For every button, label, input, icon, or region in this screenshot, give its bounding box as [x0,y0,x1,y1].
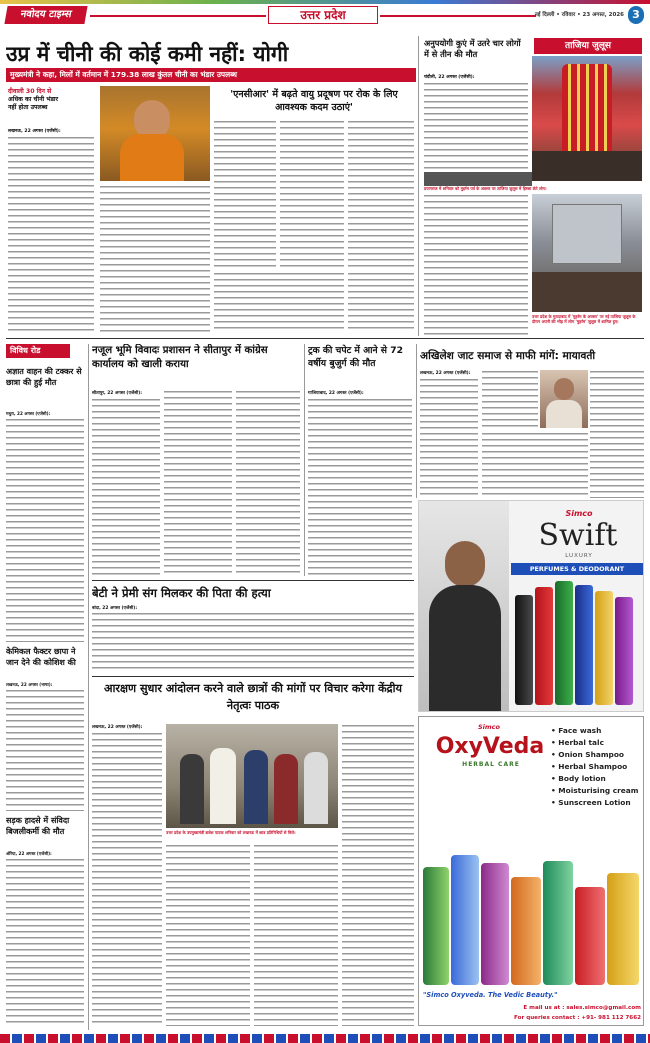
pathak-headline: आरक्षण सुधार आंदोलन करने वाले छात्रों की मांगों पर विचार करेगा केंद्रीय नेतृत्वः पाठक [103,682,403,712]
swift-ad [418,500,644,712]
mayawati-body-col1 [420,378,478,498]
lead-body-col3 [214,272,344,332]
nazul-body-col2 [164,390,232,576]
lead-body-col1 [8,136,94,332]
swift-brand: Swift [538,518,618,553]
vividh-headline-2: केमिकल फैक्टर छापा ने जान देने की कोशिश की [6,647,76,667]
tazia-caption-2: उत्तर प्रदेश के मुरादाबाद में 'मुहर्रम के अवसर' पर नई ताजिया जुलूस के दौरान अपनी की भीड़ में लोग 'मुहर्रम' जुलूस में शामिल हुए। [532,314,636,325]
vividh-label: विविध रोड [6,344,70,358]
oxy-product: • Herbal talc [551,738,604,747]
yogi-photo [100,86,210,181]
pathak-body-col2 [166,844,250,1026]
paper-name: नवोदय टाइम्स [4,6,87,24]
lead-pull-points [8,88,96,128]
nazul-body-col3 [236,390,300,576]
oxy-product: • Moisturising cream [551,786,639,795]
beti-headline: बेटी ने प्रेमी संग मिलकर की पिता की हत्या [92,586,271,600]
lead-body-col2 [100,185,210,332]
ncr-body-col1 [214,120,276,268]
truck-divider [304,344,305,576]
swift-bottles [515,581,641,705]
pull-point: अधिक का चीनी भंडार [8,96,59,103]
swift-tag: LUXURY [565,553,593,559]
truck-dateline: गाजियाबाद, 22 अगस्त (एजेंसी): [308,391,364,396]
truck-headline: ट्रक की चपेट में आने से 72 वर्षीय बुजुर्ग की मौत [308,345,403,369]
page-top-band [0,0,650,4]
mayawati-divider [416,344,417,498]
lead-headline: उप्र में चीनी की कोई कमी नहीं: योगी [6,42,289,66]
page-number: 3 [628,6,644,24]
truck-body [308,398,412,576]
pathak-rule [92,676,414,677]
beti-body [92,612,414,672]
beti-dateline: बांदा, 22 अगस्त (एजेंसी): [92,606,138,611]
nazul-headline: नजूल भूमि विवादः प्रशासन ने सीतापुर में कांग्रेस कार्यालय को खाली कराया [92,345,268,370]
vividh-headline-1: अज्ञात वाहन की टक्कर से छात्रा की हुई मौत [6,367,82,387]
vividh-body-3 [6,858,84,1026]
nazul-dateline: सीतापुर, 22 अगस्त (एजेंसी): [92,391,142,396]
tazia-photo-1 [532,56,642,181]
oxy-product: • Herbal Shampoo [551,762,628,771]
oxy-product: • Onion Shampoo [551,750,625,759]
right-divider [418,36,419,336]
masthead [6,6,644,26]
mayawati-dateline: लखनऊ, 22 अगस्त (एजेंसी): [420,371,471,376]
vividh-dateline-1: मथुरा, 22 अगस्त (एजेंसी): [6,411,51,416]
pull-point: नहीं होता उपलब्ध [8,104,48,111]
masthead-rule-left [90,15,266,17]
oxy-product-list [551,725,643,845]
tazia-photo-3 [532,194,642,312]
ncr-body-col2 [280,120,344,268]
vividh-headline-3: सड़क हादसे में संविदा बिजलीकर्मी की मौत [6,816,70,836]
tazia-photo-2 [424,172,532,186]
oxy-product-bottles [423,847,641,985]
nazul-body-col1 [92,398,160,576]
oxy-brand: OxyVeda [435,734,545,759]
well-body-3 [424,314,528,336]
swift-brand-top: Simco [565,509,593,518]
pull-point: दीवाली 30 दिन से [8,88,52,95]
dateline: नई दिल्ली • रविवार • 23 अगस्त, 2026 [534,12,624,18]
pathak-body-col1 [92,732,162,1026]
oxy-email: E mail us at : sales.simco@gmail.com [523,1005,641,1011]
oxy-contact: For queries contact : +91- 981 112 7662 [514,1015,641,1021]
tazia-caption-1: प्रयागराज में शनिवार को मुहर्रम पर्व के अवसर पर ताजिया जुलूस में हिस्सा लेते लोग। [424,186,547,191]
ncr-body-col3 [348,120,414,268]
section-title: उत्तर प्रदेश [268,6,378,24]
section-rule [6,338,644,339]
well-dateline: चंदौली, 22 अगस्त (एजेंसी): [424,75,475,80]
pathak-caption: उत्तर प्रदेश के उपमुख्यमंत्री ब्रजेश पाठक शनिवार को लखनऊ में छात्र प्रतिनिधियों से मिले। [166,830,296,835]
lead-subhead: मुख्यमंत्री ने कहा, मिलों में वर्तमान में 179.38 लाख कुंतल चीनी का भंडार उपलब्ध [6,68,416,82]
mayawati-body-col3 [590,370,644,498]
swift-model [419,501,509,712]
mayawati-body-col2 [482,370,538,430]
oxy-product: • Body lotion [551,774,606,783]
lead-body-col4 [348,272,414,332]
pathak-dateline: लखनऊ, 22 अगस्त (एजेंसी): [92,725,143,730]
mayawati-photo [540,370,588,428]
vividh-dateline-2: लखनऊ, 22 अगस्त (भाषा): [6,682,53,687]
tazia-label: ताजिया जुलूस [534,38,642,54]
pathak-photo [166,724,338,828]
oxy-product: • Sunscreen Lotion [551,798,631,807]
vividh-dateline-3: औरैया, 22 अगस्त (एजेंसी): [6,851,52,856]
well-headline: अनुपयोगी कुएं में उतरे चार लोगों में से तीन की मौत [424,38,521,59]
oxy-sub: HERBAL CARE [462,761,520,768]
well-body-2 [424,194,528,312]
pathak-body-col3 [254,844,338,1026]
well-body [424,82,528,170]
mayawati-body-col2b [482,432,588,498]
pathak-body-col4 [342,724,414,1026]
lead-dateline: लखनऊ, 22 अगस्त (एजेंसी): [8,129,61,134]
vividh-body-1 [6,418,84,642]
page-bottom-band [0,1034,650,1043]
left-col-divider [88,344,89,1030]
swift-line: PERFUMES & DEODORANT [511,563,643,575]
beti-rule [92,580,414,581]
vividh-body-2 [6,689,84,811]
oxyveda-ad [418,716,644,1026]
ncr-headline: 'एनसीआर' में बढ़ते वायु प्रदूषण पर रोक के लिए आवश्यक कदम उठाएं' [230,89,398,113]
mayawati-headline: अखिलेश जाट समाज से माफी मांगें: मायावती [420,350,596,362]
oxy-brand-top: Simco [477,723,500,731]
oxy-slogan: "Simco Oxyveda. The Vedic Beauty." [423,991,558,999]
oxy-product: • Face wash [551,726,602,735]
